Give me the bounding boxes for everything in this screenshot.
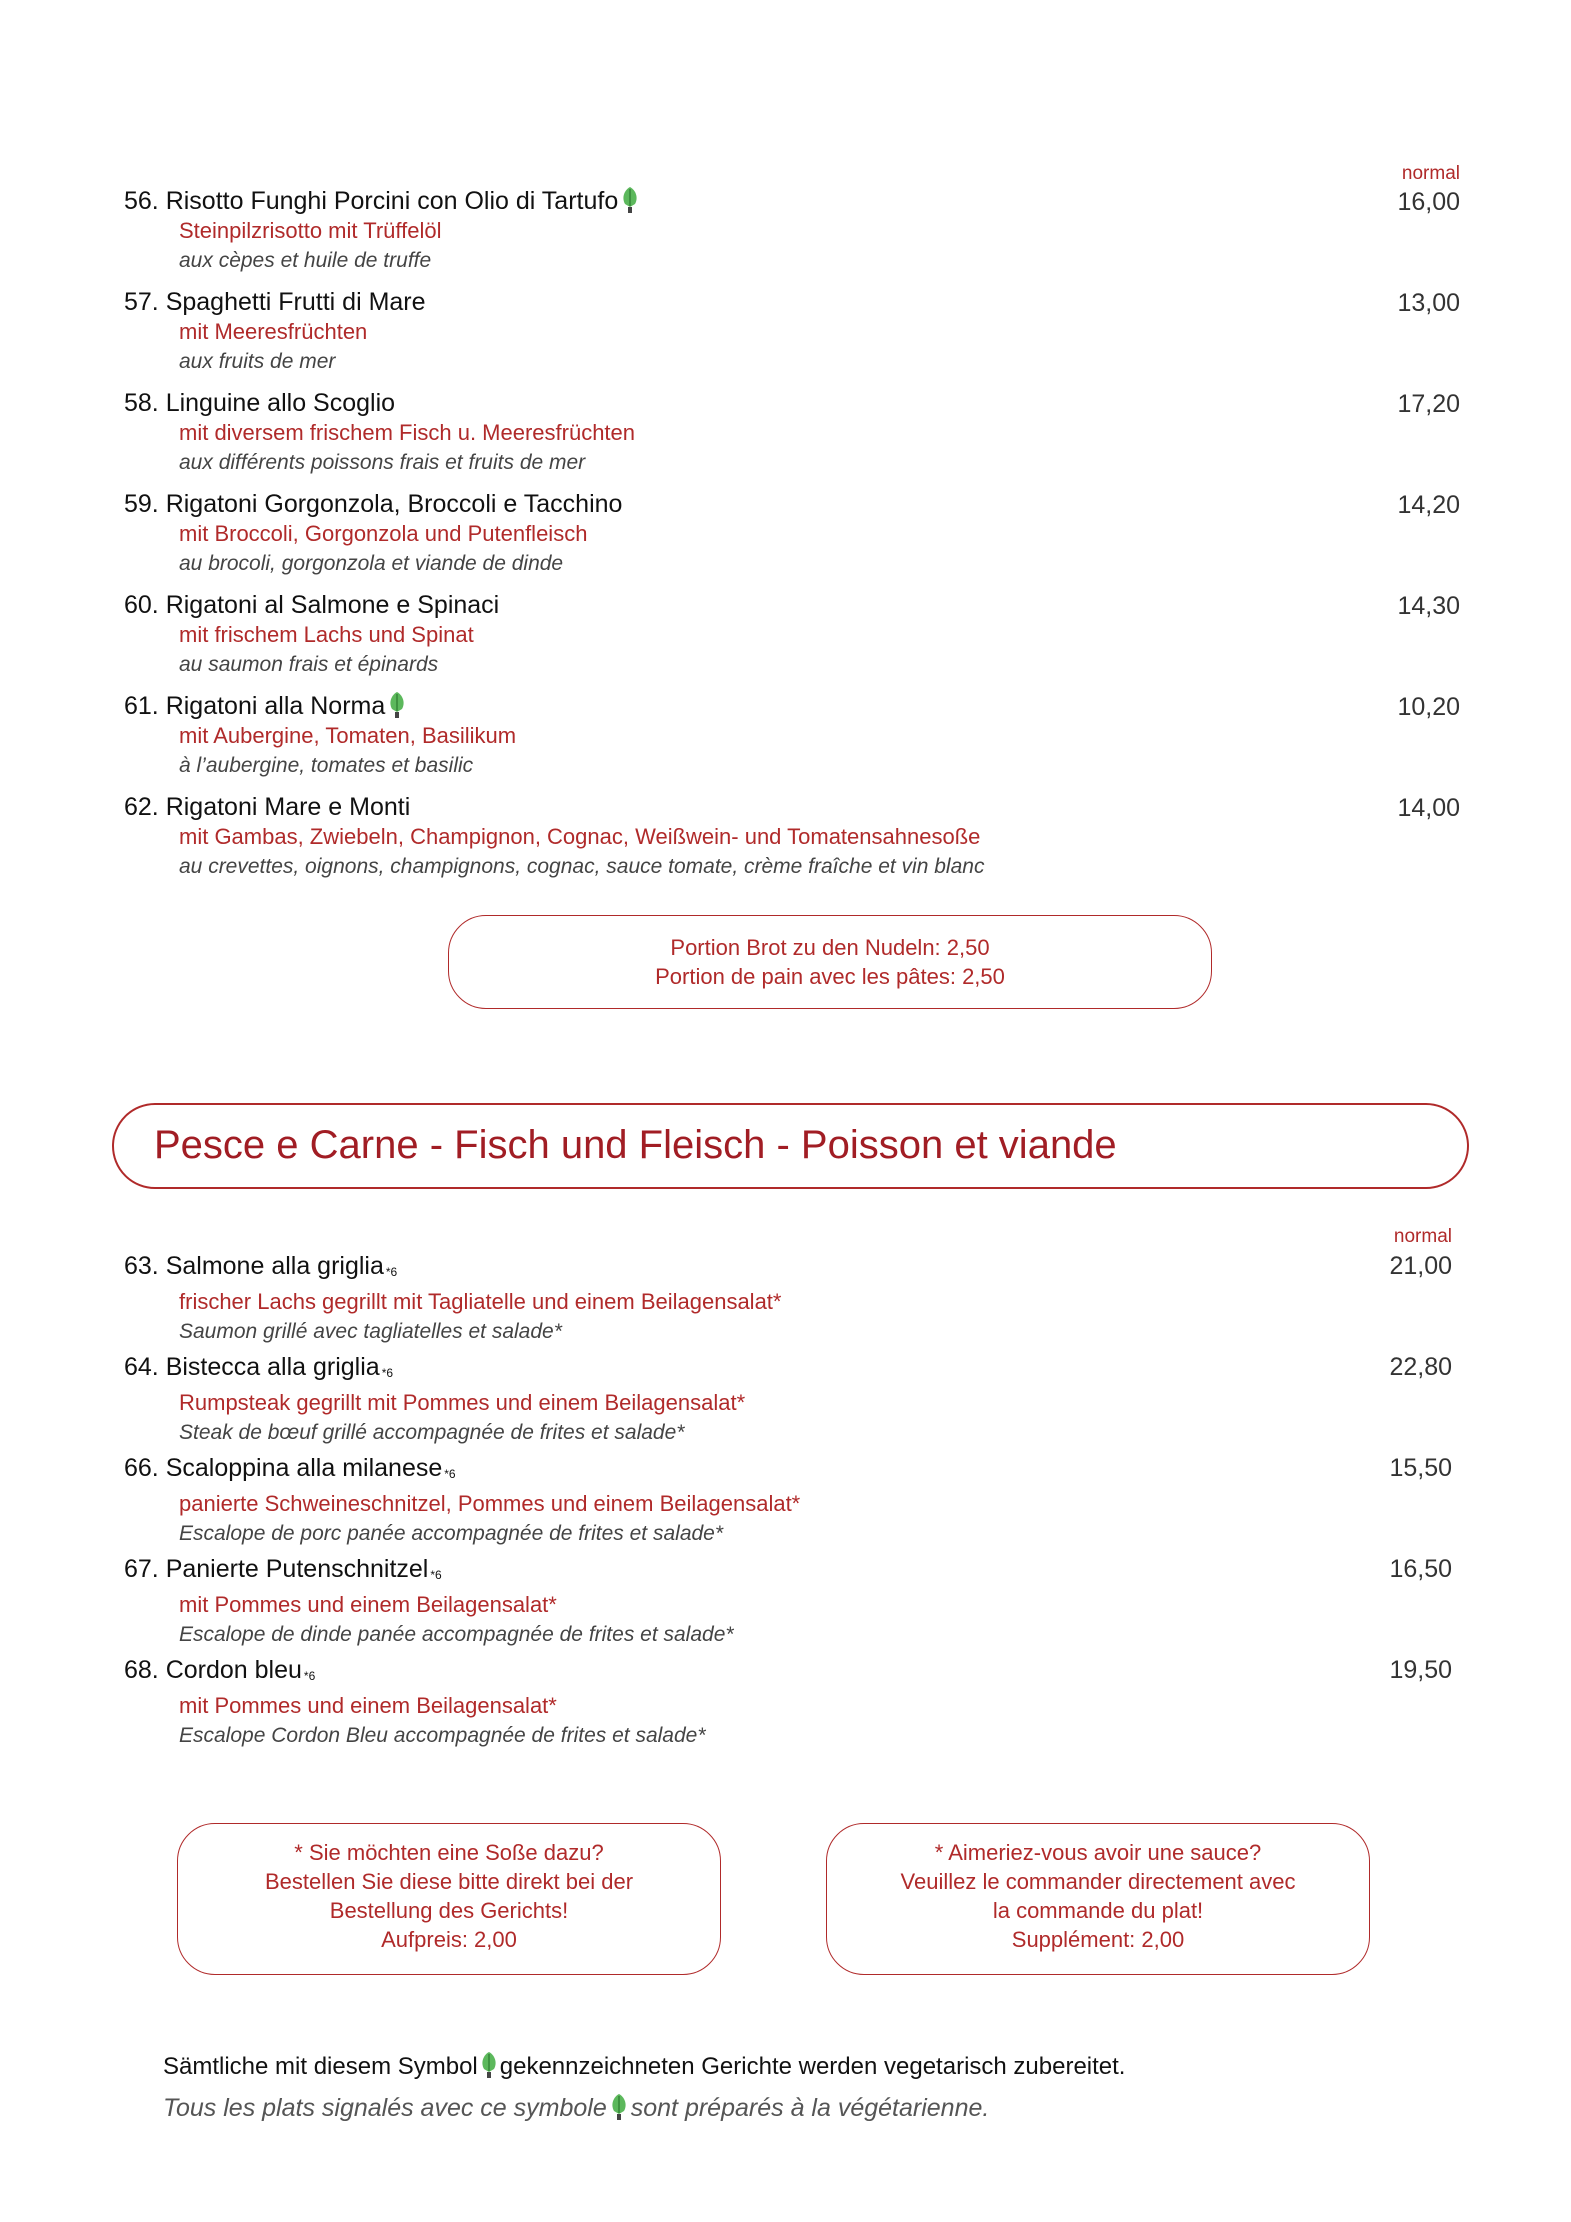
dish-price: 14,20: [1397, 491, 1460, 519]
dish-name: 56. Risotto Funghi Porcini con Olio di Tartufo: [124, 187, 619, 215]
dish-description-de: mit Pommes und einem Beilagensalat*: [179, 1693, 557, 1718]
dish-description-de: mit Broccoli, Gorgonzola und Putenfleisch: [179, 521, 588, 546]
menu-item: [124, 1251, 1464, 1347]
menu-item: [124, 691, 1464, 781]
dish-price: 16,50: [1389, 1555, 1452, 1583]
dish-price: 19,50: [1389, 1656, 1452, 1684]
menu-item: [124, 792, 1464, 882]
bread-note-fr: Portion de pain avec les pâtes: 2,50: [655, 964, 1005, 989]
dish-name: 63. Salmone alla griglia: [124, 1252, 384, 1280]
dish-description-fr: aux fruits de mer: [179, 350, 336, 373]
dish-price: 15,50: [1389, 1454, 1452, 1482]
dish-name: 58. Linguine allo Scoglio: [124, 389, 396, 417]
allergen-code: *6: [303, 1669, 316, 1683]
dish-name: 67. Panierte Putenschnitzel: [124, 1555, 429, 1583]
vegetarian-leaf-icon: [480, 2051, 498, 2079]
bread-note-de: Portion Brot zu den Nudeln: 2,50: [670, 935, 990, 960]
dish-price: 14,30: [1397, 592, 1460, 620]
dish-name: 60. Rigatoni al Salmone e Spinaci: [124, 591, 500, 619]
menu-item: [124, 590, 1464, 680]
bread-note-box: [448, 915, 1212, 1009]
dish-description-de: Steinpilzrisotto mit Trüffelöl: [179, 218, 442, 243]
dish-price: 13,00: [1397, 289, 1460, 317]
sauce-note-de-box: [177, 1823, 721, 1975]
dish-description-fr: Saumon grillé avec tagliatelles et salade*: [179, 1320, 562, 1343]
dish-name: 61. Rigatoni alla Norma: [124, 692, 386, 720]
dish-description-fr: au crevettes, oignons, champignons, cognac, sauce tomate, crème fraîche et vin blanc: [179, 855, 985, 878]
dish-description-de: panierte Schweineschnitzel, Pommes und einem Beilagensalat*: [179, 1491, 801, 1516]
dish-name: 59. Rigatoni Gorgonzola, Broccoli e Tacchino: [124, 490, 623, 518]
sauce-note-line: Bestellen Sie diese bitte direkt bei der: [264, 1869, 634, 1894]
dish-price: 16,00: [1397, 188, 1460, 216]
allergen-code: *6: [430, 1568, 442, 1582]
dish-description-de: mit frischem Lachs und Spinat: [179, 622, 474, 647]
section-heading-box: [112, 1103, 1469, 1189]
dish-name: 62. Rigatoni Mare e Monti: [124, 793, 411, 821]
menu-item: [124, 1554, 1464, 1650]
allergen-code: *6: [385, 1265, 398, 1279]
menu-item: [124, 186, 1464, 276]
vegetarian-note-fr: [163, 2093, 989, 2123]
sauce-note-line: * Aimeriez-vous avoir une sauce?: [934, 1840, 1262, 1865]
dish-description-de: mit Pommes und einem Beilagensalat*: [179, 1592, 557, 1617]
dish-description-de: frischer Lachs gegrillt mit Tagliatelle und einem Beilagensalat*: [179, 1289, 782, 1314]
dish-description-de: mit Gambas, Zwiebeln, Champignon, Cognac, Weißwein- und Tomatensahnesoße: [179, 824, 981, 849]
sauce-note-line: Veuillez le commander directement avec: [900, 1869, 1296, 1894]
dish-description-de: mit diversem frischem Fisch u. Meeresfrüchten: [179, 420, 636, 445]
dish-name: 66. Scaloppina alla milanese: [124, 1454, 443, 1482]
section-heading: Pesce e Carne - Fisch und Fleisch - Poisson et viande: [154, 1123, 1117, 1167]
vegetarian-note-text: Sämtliche mit diesem Symbol: [163, 2053, 478, 2080]
sauce-note-line: Bestellung des Gerichts!: [329, 1898, 569, 1923]
price-size-label: normal: [1401, 163, 1460, 184]
sauce-note-line: Aufpreis: 2,00: [381, 1927, 517, 1952]
dish-description-fr: Escalope Cordon Bleu accompagnée de frites et salade*: [179, 1724, 706, 1747]
menu-item: [124, 1453, 1464, 1549]
dish-description-fr: à l’aubergine, tomates et basilic: [179, 754, 474, 777]
vegetarian-note-text: Tous les plats signalés avec ce symbole: [163, 2094, 607, 2122]
vegetarian-leaf-icon: [388, 691, 406, 719]
dish-price: 17,20: [1397, 390, 1460, 418]
sauce-note-line: Supplément: 2,00: [1011, 1927, 1185, 1952]
dish-price: 10,20: [1397, 693, 1460, 721]
menu-item: [124, 388, 1464, 478]
dish-description-fr: aux cèpes et huile de truffe: [179, 249, 432, 272]
dish-description-fr: au saumon frais et épinards: [179, 653, 439, 676]
dish-name: 57. Spaghetti Frutti di Mare: [124, 288, 426, 316]
dish-description-de: mit Aubergine, Tomaten, Basilikum: [179, 723, 517, 748]
allergen-code: *6: [444, 1467, 456, 1481]
sauce-note-line: * Sie möchten eine Soße dazu?: [294, 1840, 604, 1865]
menu-item: [124, 1352, 1464, 1448]
menu-item: [124, 1655, 1464, 1751]
vegetarian-note-text: gekennzeichneten Gerichte werden vegetarisch zubereitet.: [499, 2053, 1126, 2080]
price-size-label: normal: [1393, 1226, 1452, 1247]
dish-name: 68. Cordon bleu: [124, 1656, 302, 1684]
dish-description-fr: Steak de bœuf grillé accompagnée de frites et salade*: [179, 1421, 685, 1444]
dish-description-fr: Escalope de dinde panée accompagnée de frites et salade*: [179, 1623, 734, 1646]
allergen-code: *6: [381, 1366, 394, 1380]
vegetarian-leaf-icon: [610, 2093, 628, 2121]
vegetarian-note-de: [163, 2051, 1125, 2081]
sauce-note-line: la commande du plat!: [992, 1898, 1204, 1923]
vegetarian-leaf-icon: [621, 186, 639, 214]
dish-description-fr: aux différents poissons frais et fruits de mer: [179, 451, 586, 474]
menu-item: [124, 287, 1464, 377]
dish-name: 64. Bistecca alla griglia: [124, 1353, 380, 1381]
dish-description-fr: Escalope de porc panée accompagnée de frites et salade*: [179, 1522, 724, 1545]
dish-price: 21,00: [1389, 1252, 1452, 1280]
vegetarian-note-text: sont préparés à la végétarienne.: [630, 2094, 990, 2122]
dish-description-de: Rumpsteak gegrillt mit Pommes und einem Beilagensalat*: [179, 1390, 746, 1415]
dish-price: 14,00: [1397, 794, 1460, 822]
dish-description-fr: au brocoli, gorgonzola et viande de dinde: [179, 552, 564, 575]
menu-item: [124, 489, 1464, 579]
dish-description-de: mit Meeresfrüchten: [179, 319, 368, 344]
sauce-note-fr-box: [826, 1823, 1370, 1975]
dish-price: 22,80: [1389, 1353, 1452, 1381]
